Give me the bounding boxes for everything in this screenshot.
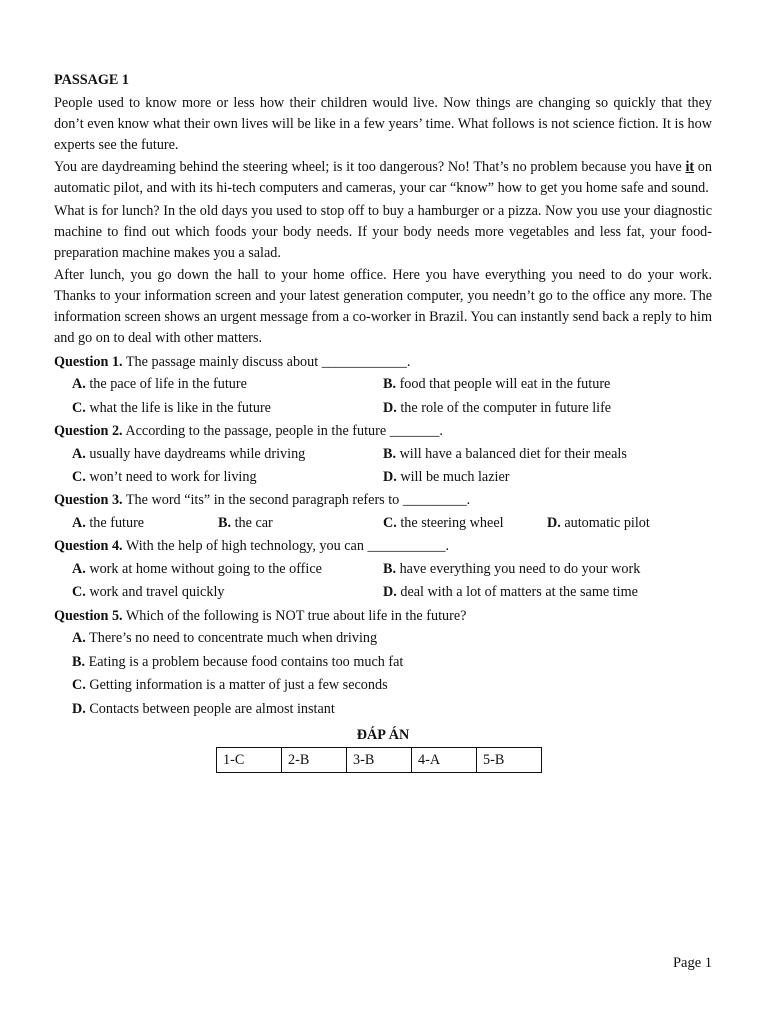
option-letter: A.	[72, 630, 86, 647]
option-text: the role of the computer in future life	[396, 399, 612, 416]
document-page	[54, 70, 712, 773]
answer-key-title: ĐÁP ÁN	[356, 727, 410, 743]
option-d	[383, 466, 712, 489]
passage-title: PASSAGE 1	[54, 72, 130, 88]
page-number: Page 1	[672, 955, 712, 971]
option-letter: D.	[383, 399, 397, 416]
option-d	[383, 397, 712, 420]
option-text: the future	[85, 514, 145, 531]
option-text: the car	[231, 514, 273, 531]
option-letter: C.	[72, 584, 86, 601]
passage-paragraph-2	[54, 157, 712, 199]
option-b	[383, 373, 712, 396]
option-letter: C.	[383, 514, 397, 531]
option-a	[72, 627, 712, 650]
option-a	[72, 373, 383, 396]
paragraph-2-text-start: You are daydreaming behind the steering wheel; is it too dangerous? No! That’s no problem because you have	[54, 159, 686, 176]
option-text: won’t need to work for living	[85, 468, 257, 485]
option-c	[72, 581, 383, 604]
option-letter: D.	[383, 584, 397, 601]
question-5-options	[54, 627, 712, 721]
option-letter: C.	[72, 677, 86, 694]
option-letter: B.	[72, 653, 86, 670]
option-text: Eating is a problem because food contains too much fat	[85, 653, 404, 670]
option-letter: C.	[72, 468, 86, 485]
answer-cell: 3-B	[347, 748, 412, 773]
answer-key-row	[217, 748, 542, 773]
option-c	[72, 397, 383, 420]
option-c	[72, 674, 712, 697]
question-2	[54, 420, 712, 443]
option-letter: B.	[218, 514, 232, 531]
option-text: will be much lazier	[396, 468, 510, 485]
answer-cell: 2-B	[282, 748, 347, 773]
option-letter: A.	[72, 514, 86, 531]
option-text: automatic pilot	[560, 514, 650, 531]
option-text: deal with a lot of matters at the same time	[396, 584, 638, 601]
paragraph-2-text-end: on automatic pilot, and with its hi-tech computers and cameras, your car “know” how to get you home safe and sound.	[54, 159, 712, 197]
option-text: work and travel quickly	[85, 584, 225, 601]
option-text: Getting information is a matter of just a few seconds	[85, 677, 388, 694]
option-text: There’s no need to concentrate much when driving	[85, 630, 378, 647]
option-text: work at home without going to the office	[85, 560, 322, 577]
option-letter: C.	[72, 399, 86, 416]
option-text: have everything you need to do your work	[396, 560, 641, 577]
question-text: According to the passage, people in the future _______.	[122, 422, 443, 439]
question-3-options	[54, 512, 712, 535]
option-d	[547, 512, 712, 535]
option-letter: D.	[72, 700, 86, 717]
question-number: Question 2.	[54, 422, 123, 439]
question-5	[54, 605, 712, 628]
question-number: Question 1.	[54, 353, 123, 370]
option-d	[383, 581, 712, 604]
option-letter: A.	[72, 560, 86, 577]
option-letter: B.	[383, 376, 397, 393]
option-text: will have a balanced diet for their meals	[396, 445, 627, 462]
answer-cell: 4-A	[412, 748, 477, 773]
question-text: The word “its” in the second paragraph refers to _________.	[122, 492, 471, 509]
option-text: the steering wheel	[396, 514, 504, 531]
question-number: Question 4.	[54, 538, 123, 555]
option-text: Contacts between people are almost instant	[85, 700, 335, 717]
option-c	[72, 466, 383, 489]
option-d	[72, 698, 712, 721]
question-3	[54, 489, 712, 512]
answer-cell: 1-C	[217, 748, 282, 773]
option-letter: D.	[383, 468, 397, 485]
question-1	[54, 351, 712, 374]
option-a	[72, 512, 218, 535]
option-letter: D.	[547, 514, 561, 531]
option-text: usually have daydreams while driving	[85, 445, 306, 462]
option-letter: A.	[72, 376, 86, 393]
option-c	[383, 512, 547, 535]
option-b	[383, 443, 712, 466]
question-number: Question 3.	[54, 492, 123, 509]
option-letter: B.	[383, 445, 397, 462]
option-letter: B.	[383, 560, 397, 577]
option-text: the pace of life in the future	[85, 376, 247, 393]
question-1-options	[54, 373, 712, 420]
paragraph-2-emphasis: it	[685, 159, 695, 176]
option-text: food that people will eat in the future	[396, 376, 611, 393]
question-text: With the help of high technology, you can ___________.	[122, 538, 450, 555]
question-4-options	[54, 558, 712, 605]
question-number: Question 5.	[54, 607, 123, 624]
answer-key-table	[216, 747, 542, 773]
option-a	[72, 558, 383, 581]
option-text: what the life is like in the future	[85, 399, 271, 416]
question-text: Which of the following is NOT true about life in the future?	[122, 607, 467, 624]
question-text: The passage mainly discuss about ____________.	[122, 353, 411, 370]
question-4	[54, 535, 712, 558]
option-b	[218, 512, 383, 535]
answer-cell: 5-B	[477, 748, 542, 773]
option-b	[72, 651, 712, 674]
passage-paragraph-3: What is for lunch? In the old days you used to stop off to buy a hamburger or a pizza. Now you use your diagnostic machine to find out which foods your body needs. If your body needs more vegetables and less fat, your food-preparation machine makes you a salad.	[54, 202, 712, 261]
question-2-options	[54, 443, 712, 490]
passage-paragraph-4: After lunch, you go down the hall to your home office. Here you have everything you need to do your work. Thanks to your information screen and your latest generation computer, you needn’t go to the office any more. The information screen shows an urgent message from a co-worker in Brazil. You can instantly send back a reply to him and go on to deal with other matters.	[54, 267, 712, 346]
passage-paragraph-1: People used to know more or less how their children would live. Now things are changing so quickly that they don’t even know what their own lives will be like in a few years’ time. What follows is not science fiction. It is how experts see the future.	[54, 95, 712, 153]
option-b	[383, 558, 712, 581]
option-letter: A.	[72, 445, 86, 462]
option-a	[72, 443, 383, 466]
